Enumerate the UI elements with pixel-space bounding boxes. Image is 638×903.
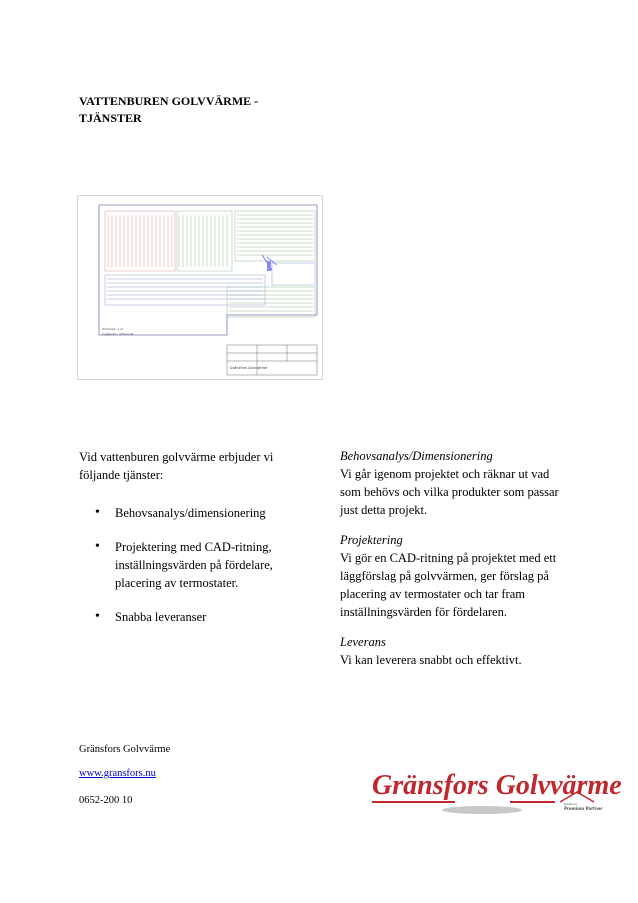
- section-body: Vi kan leverera snabbt och effektivt.: [340, 653, 522, 667]
- service-list: [95, 504, 295, 642]
- section-heading: Leverans: [340, 635, 386, 649]
- company-logo: [370, 762, 622, 817]
- footer-website-link[interactable]: www.gransfors.nu: [79, 768, 156, 779]
- page-title: VATTENBUREN GOLVVÄRME - TJÄNSTER: [79, 94, 259, 125]
- logo-badge-prefix: Gislaved: [564, 802, 577, 806]
- drawing-stamp: Gränsfors Golvvärme: [230, 366, 268, 370]
- list-item: • Snabba leveranser: [95, 608, 295, 626]
- service-descriptions: [340, 447, 570, 681]
- section-dimensionering: [340, 447, 570, 519]
- section-leverans: [340, 633, 570, 669]
- footer-company: Gränsfors Golvvärme: [79, 744, 171, 755]
- svg-text:Ingående i utförande: Ingående i utförande: [102, 332, 134, 336]
- intro-text: Vid vattenburen golvvärme erbjuder vi följande tjänster:: [79, 450, 274, 482]
- logo-text: Gränsfors Golvvärme: [372, 770, 622, 801]
- list-item: • Behovsanalys/dimensionering: [95, 504, 295, 522]
- section-heading: Behovsanalys/Dimensionering: [340, 449, 493, 463]
- svg-text:Rörlängd: 1 st: Rörlängd: 1 st: [102, 327, 123, 331]
- section-heading: Projektering: [340, 533, 403, 547]
- cad-floorplan-image: [77, 195, 323, 380]
- footer-phone: 0652-200 10: [79, 795, 133, 806]
- list-item: • Projektering med CAD-ritning, inställningsvärden på fördelare, placering av termostater.: [95, 538, 295, 592]
- section-body: Vi gör en CAD-ritning på projektet med ett läggförslag på golvvärmen, ger förslag på placering av termostater och tar fram inställningsvärden för fördelaren.: [340, 551, 557, 619]
- section-body: Vi går igenom projektet och räknar ut vad som behövs och vilka produkter som passar just detta projekt.: [340, 467, 559, 517]
- section-projektering: [340, 531, 570, 621]
- logo-badge: Premium Partner: [564, 806, 603, 811]
